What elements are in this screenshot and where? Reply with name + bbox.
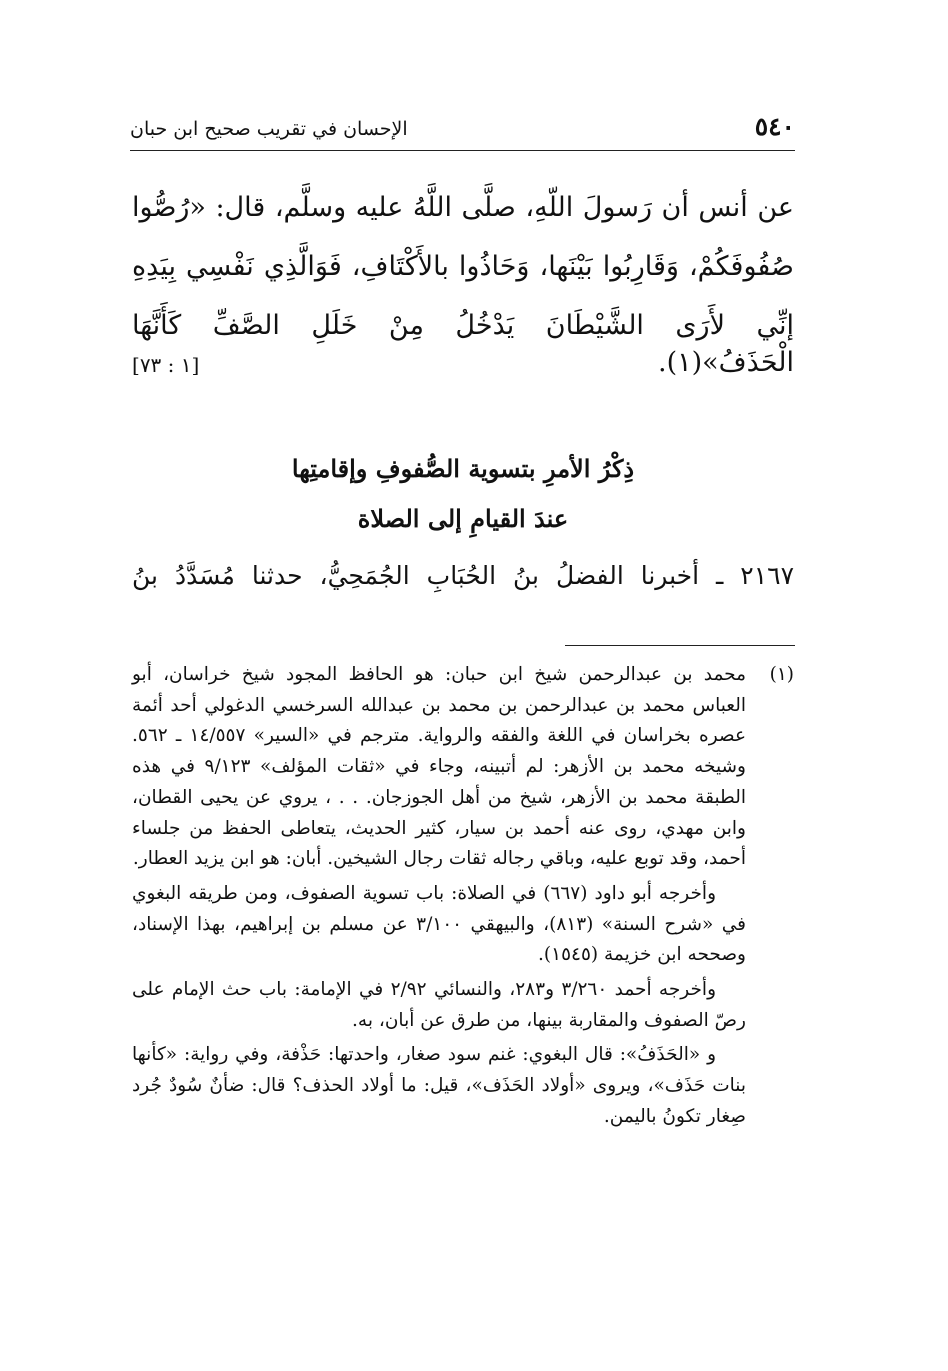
footnote-paragraph-2: وأخرجه أبو داود (٦٦٧) في الصلاة: باب تسوية الصفوف، ومن طريقه البغوي في «شرح السنة» (٨١٣)، والبيهقي ٣/١٠٠ عن مسلم بن إبراهيم، بهذا الإسناد، وصححه ابن خزيمة (١٥٤٥). [132,882,746,966]
hadith-reference: [١ : ٧٣] [132,353,200,377]
hadith-text [132,178,794,355]
footnote-1-text: محمد بن عبدالرحمن شيخ ابن حبان: هو الحافظ المجود شيخ خراسان، أبو العباس محمد بن عبدالرحمن بن محمد بن عبدالله السرخسي الدغولي أحد أئمة عصره بخراسان في اللغة والفقه والرواية. مترجم في «السير» ١٤/٥٥٧ ـ ٥٦٢. وشيخه محمد بن الأزهر: لم أتبينه، وجاء في «ثقات المؤلف» ٩/١٢٣ في هذه الطبقة محمد بن الأزهر، شيخ من أهل الجوزجان. . . ، يروي عن يحيى القطان، وابن مهدي، روى عنه أحمد بن سيار، كثير الحديث، يتعاطى الحفظ من جلساء أحمد، وقد توبع عليه، وباقي رجاله ثقات رجال الشيخين. أبان: هو ابن يزيد العطار. [132,664,747,870]
page-number: ٥٤٠ [754,112,795,141]
footnote-divider [565,645,795,646]
chapter-title-line-1: ذِكْرُ الأمرِ بتسوية الصُّفوفِ وإقامتِها [291,454,635,483]
hadith-last-line [132,341,794,391]
hadith-line-1: عن أنس أن رَسولَ اللّهِ، صلَّى اللَّهُ عليه وسلَّم، قال: «رُصُّوا [132,192,794,223]
hadith-line-2: صُفُوفَكُمْ، وَقَارِبُوا بَيْنَها، وَحَاذُوا بالأَكْتَافِ، فَوَالَّذِي نَفْسِي بِيَدِهِ [132,251,794,282]
hadith-line-3: إنِّي لأَرَى الشَّيْطَانَ يَدْخُلُ مِنْ خَلَلِ الصَّفِّ كَأَنَّهَا [132,310,794,341]
page-header [130,112,795,151]
footnote-paragraph-3: وأخرجه أحمد ٣/٢٦٠ و٢٨٣، والنسائي ٢/٩٢ في الإمامة: باب حث الإمام على رصّ الصفوف والمقاربة بينها، من طرق عن أبان، به. [132,979,746,1031]
chapter-title-line-2: عندَ القيامِ إلى الصلاة [357,504,569,533]
footnote-number: (١) [769,664,794,685]
running-title: الإحسان في تقريب صحيح ابن حبان [130,118,408,140]
hadith-line-4: الْحَذَفُ»(١). [657,347,794,378]
chapter-heading [132,444,794,544]
footnote-paragraph-4: و «الحَذَفُ»: قال البغوي: غنم سود صغار، واحدتها: حَذْفة، وفي رواية: «كأنها بنات حَذَف»، ويروى «أولاد الحَذَف»، قيل: ما أولاد الحذف؟ قال: ضأنٌ سُودٌ جُرد صِغار تكونُ باليمن. [132,1044,746,1127]
footnotes [132,660,794,1133]
footnote-1 [132,660,794,875]
next-hadith-start: ٢١٦٧ ـ أخبرنا الفضلُ بنُ الحُبَابِ الجُمَحِيُّ، حدثنا مُسَدَّدُ بنُ [132,561,794,590]
